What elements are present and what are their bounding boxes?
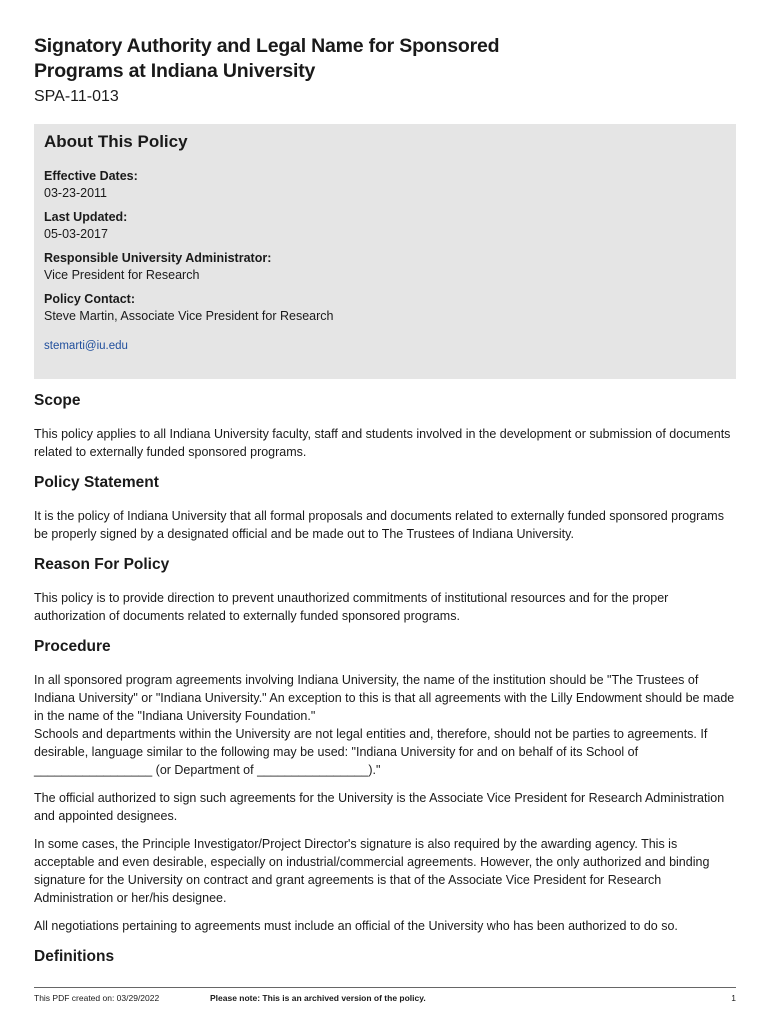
- scope-text: This policy applies to all Indiana University faculty, staff and students involved in the development or submission of documents related to externally funded sponsored programs.: [34, 427, 731, 459]
- procedure-paragraph-2: The official authorized to sign such agreements for the University is the Associate Vice President for Research Administration and appointed designees.: [34, 791, 725, 823]
- reason-section: [34, 555, 736, 625]
- archived-notice: Please note: This is an archived version of the policy.: [210, 993, 426, 1003]
- effective-dates-label: Effective Dates:: [44, 169, 138, 183]
- last-updated-label: Last Updated:: [44, 210, 128, 224]
- responsible-administrator-label: Responsible University Administrator:: [44, 251, 272, 265]
- effective-dates-value: 03-23-2011: [44, 186, 108, 200]
- reason-heading: Reason For Policy: [34, 556, 170, 573]
- about-heading: About This Policy: [44, 132, 188, 151]
- document-title: [34, 34, 736, 84]
- procedure-legal-name-text: In all sponsored program agreements involving Indiana University, the name of the institution should be "The Trustees of Indiana University" or "Indiana University." An exception to this is that all agreements with the Lilly Endowment should be made in the name of the "Indiana University Foundation.": [34, 673, 735, 723]
- responsible-administrator-value: Vice President for Research: [44, 268, 200, 282]
- document-title-line-2: Programs at Indiana University: [34, 60, 316, 82]
- contact-email-link[interactable]: stemarti@iu.edu: [44, 340, 128, 352]
- pdf-created-date: This PDF created on: 03/29/2022: [34, 993, 160, 1003]
- definitions-heading: Definitions: [34, 948, 115, 965]
- policy-contact-label: Policy Contact:: [44, 292, 135, 306]
- procedure-section: [34, 637, 736, 935]
- last-updated-value: 05-03-2017: [44, 227, 108, 241]
- procedure-departments-text: Schools and departments within the University are not legal entities and, therefore, should not be parties to agreements. If desirable, language similar to the following may be used: "Indiana University for and on behalf of its School of _________________ (or Department of ________________).": [34, 727, 708, 777]
- scope-heading: Scope: [34, 392, 81, 409]
- policy-page: [34, 34, 736, 967]
- policy-statement-section: [34, 473, 736, 543]
- procedure-paragraph-4: All negotiations pertaining to agreements must include an official of the University who has been authorized to do so.: [34, 919, 678, 933]
- page-footer: [34, 987, 736, 1004]
- document-title-line-1: Signatory Authority and Legal Name for Sponsored: [34, 35, 500, 57]
- procedure-paragraph-1: [34, 671, 736, 779]
- policy-statement-text: It is the policy of Indiana University that all formal proposals and documents related to externally funded sponsored programs be properly signed by a designated official and be made out to The Trustees of Indiana University.: [34, 509, 724, 541]
- definitions-section: [34, 947, 736, 967]
- procedure-heading: Procedure: [34, 638, 111, 655]
- policy-code: SPA-11-013: [34, 88, 119, 105]
- reason-text: This policy is to provide direction to prevent unauthorized commitments of institutional resources and for the proper authorization of documents related to externally funded sponsored programs.: [34, 591, 669, 623]
- policy-contact-value: Steve Martin, Associate Vice President for Research: [44, 309, 334, 323]
- procedure-paragraph-3: In some cases, the Principle Investigator/Project Director's signature is also required by the awarding agency. This is acceptable and even desirable, especially on industrial/commercial agreements. However, the only authorized and binding signature for the University on contract and grant agreements is that of the Associate Vice President for Research Administration or her/his designee.: [34, 837, 710, 905]
- page-number: 1: [731, 993, 736, 1003]
- scope-section: [34, 391, 736, 461]
- policy-statement-heading: Policy Statement: [34, 474, 159, 491]
- about-policy-box: [34, 124, 736, 379]
